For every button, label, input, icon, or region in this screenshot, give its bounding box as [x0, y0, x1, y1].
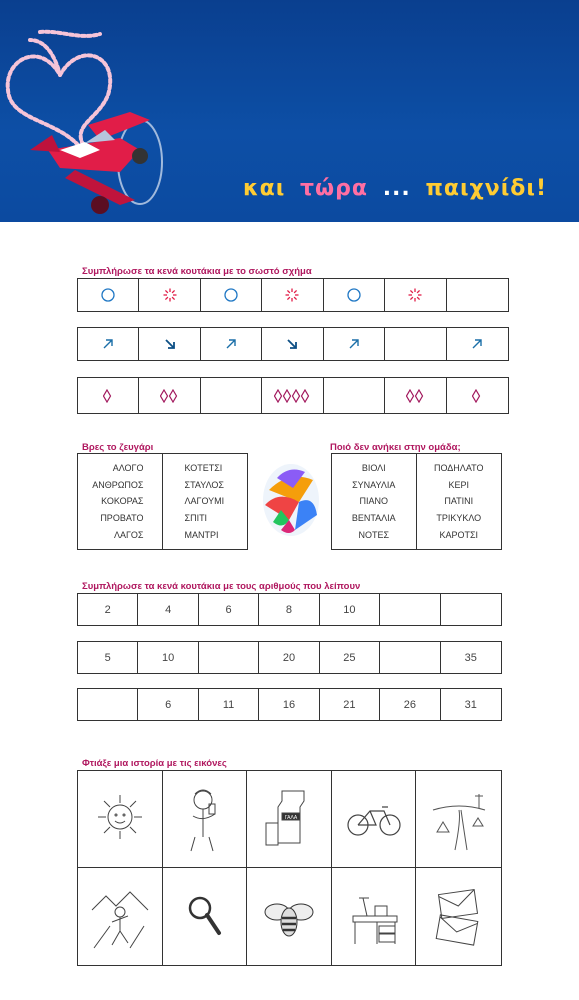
- arrow-northeast-icon: [224, 337, 238, 351]
- bee-icon: [261, 894, 317, 940]
- title-word-2: τώρα: [300, 176, 369, 201]
- shape-cell: [201, 328, 262, 360]
- title-word-3: παιχνίδι!: [425, 176, 548, 201]
- shape-cell: [262, 279, 323, 311]
- empty-number-cell[interactable]: [78, 689, 138, 720]
- story-section-title: Φτιάξε μια ιστορία με τις εικόνες: [82, 758, 227, 769]
- shape-row: [77, 327, 509, 361]
- starburst-shape-icon: [407, 287, 423, 303]
- numbers-section-title: Συμπλήρωσε τα κενά κουτάκια με τους αριθμούς που λείπουν: [82, 581, 361, 592]
- colorful-paper-globe-icon: [259, 460, 323, 540]
- story-picture: [332, 771, 417, 868]
- number-row: [77, 641, 502, 674]
- pairs-box: [77, 453, 248, 550]
- number-cell: 10: [320, 594, 380, 625]
- number-cell: 8: [259, 594, 319, 625]
- number-row: [77, 688, 502, 721]
- story-picture: [416, 868, 501, 965]
- title-dots: ...: [382, 176, 411, 201]
- story-picture: [247, 771, 332, 868]
- number-row: [77, 593, 502, 626]
- shape-cell: [78, 378, 139, 413]
- shape-cell: [78, 279, 139, 311]
- road-landscape-icon: [429, 786, 489, 852]
- odd-right-column: [417, 454, 502, 549]
- diamond-shape-icon: [274, 389, 311, 403]
- word-item: ΠΙΑΝΟ: [359, 496, 388, 507]
- story-picture: [163, 771, 248, 868]
- sun-icon: [91, 785, 149, 853]
- magnifier-icon: [184, 892, 224, 942]
- word-item: ΣΠΙΤΙ: [184, 513, 208, 524]
- number-cell: 20: [259, 642, 319, 673]
- pairs-right-column: [163, 454, 248, 549]
- number-cell: 4: [138, 594, 198, 625]
- shape-cell: [201, 279, 262, 311]
- empty-number-cell[interactable]: [199, 642, 259, 673]
- number-cell: 35: [464, 651, 477, 664]
- pairs-title: Βρες το ζευγάρι: [82, 442, 154, 453]
- diamond-shape-icon: [160, 389, 179, 403]
- story-picture: [78, 771, 163, 868]
- number-cell: 6: [138, 689, 198, 720]
- shape-row: [77, 278, 509, 312]
- arrow-northeast-icon: [101, 337, 115, 351]
- shape-cell: [139, 328, 200, 360]
- circle-shape-icon: [346, 287, 362, 303]
- shape-cell: [78, 328, 139, 360]
- shape-cell: [447, 328, 508, 360]
- word-item: ΣΤΑΥΛΟΣ: [184, 479, 224, 490]
- empty-number-cell[interactable]: [441, 594, 501, 625]
- shape-cell: [262, 378, 323, 413]
- word-item: ΤΡΙΚΥΚΛΟ: [436, 513, 482, 524]
- number-cell: 2: [78, 594, 138, 625]
- story-picture: [163, 868, 248, 965]
- story-picture: [332, 868, 417, 965]
- circle-shape-icon: [100, 287, 116, 303]
- shape-cell: [324, 328, 385, 360]
- word-item: ΑΝΘΡΩΠΟΣ: [92, 479, 144, 490]
- milk-carton-icon: [260, 783, 318, 855]
- word-item: ΠΑΤΙΝΙ: [444, 496, 474, 507]
- shape-cell: [324, 279, 385, 311]
- number-cell: 5: [78, 642, 138, 673]
- empty-shape-cell[interactable]: [447, 279, 508, 311]
- envelopes-icon: [430, 886, 488, 948]
- arrow-southeast-icon: [285, 337, 299, 351]
- empty-shape-cell[interactable]: [324, 378, 385, 413]
- header-banner: [0, 0, 579, 222]
- arrow-southeast-icon: [163, 337, 177, 351]
- word-item: ΠΟΔΗΛΑΤΟ: [433, 463, 484, 474]
- story-grid: [77, 770, 502, 966]
- word-item: ΚΑΡΟΤΣΙ: [439, 529, 479, 540]
- empty-shape-cell[interactable]: [201, 378, 262, 413]
- word-item: ΒΕΝΤΑΛΙΑ: [351, 513, 396, 524]
- number-cell: 11: [199, 689, 259, 720]
- odd-one-box: [331, 453, 502, 550]
- desk-icon: [345, 886, 403, 948]
- girl-drinking-icon: [175, 784, 233, 854]
- word-item: ΑΛΟΓΟ: [112, 463, 144, 474]
- number-cell: 6: [199, 594, 259, 625]
- empty-number-cell[interactable]: [380, 594, 440, 625]
- word-item: ΝΟΤΕΣ: [358, 529, 390, 540]
- word-item: ΒΙΟΛΙ: [361, 463, 386, 474]
- starburst-shape-icon: [162, 287, 178, 303]
- shape-cell: [139, 279, 200, 311]
- number-cell: 31: [464, 698, 477, 711]
- word-item: ΛΑΓΟΣ: [113, 529, 144, 540]
- empty-number-cell[interactable]: [380, 642, 440, 673]
- number-cell: 25: [320, 642, 380, 673]
- arrow-northeast-icon: [470, 337, 484, 351]
- word-item: ΠΡΟΒΑΤΟ: [100, 513, 144, 524]
- pairs-left-column: [78, 454, 163, 549]
- number-cell: 10: [138, 642, 198, 673]
- shape-cell: [139, 378, 200, 413]
- banner-title: [243, 176, 547, 201]
- shape-cell: [385, 279, 446, 311]
- word-item: ΣΥΝΑΥΛΙΑ: [352, 479, 396, 490]
- shape-cell: [385, 378, 446, 413]
- starburst-shape-icon: [284, 287, 300, 303]
- story-picture: [247, 868, 332, 965]
- bicycle-icon: [344, 799, 404, 839]
- diamond-shape-icon: [406, 389, 425, 403]
- word-item: ΚΟΚΟΡΑΣ: [101, 496, 144, 507]
- empty-shape-cell[interactable]: [385, 328, 446, 360]
- number-cell: 26: [380, 689, 440, 720]
- diamond-shape-icon: [103, 389, 113, 403]
- milk-label: ΓΑΛΑ: [284, 815, 298, 821]
- diamond-shape-icon: [472, 389, 482, 403]
- story-picture: [416, 771, 501, 868]
- number-cell: 16: [259, 689, 319, 720]
- circle-shape-icon: [223, 287, 239, 303]
- arrow-northeast-icon: [347, 337, 361, 351]
- odd-left-column: [332, 454, 417, 549]
- shapes-section-title: Συμπλήρωσε τα κενά κουτάκια με το σωστό σχήμα: [82, 266, 312, 277]
- shape-cell: [262, 328, 323, 360]
- odd-one-title: Ποιό δεν ανήκει στην ομάδα;: [330, 442, 461, 453]
- word-item: ΚΕΡΙ: [448, 479, 469, 490]
- shape-cell: [447, 378, 508, 413]
- mountain-hike-icon: [90, 882, 150, 952]
- word-item: ΛΑΓΟΥΜΙ: [184, 496, 225, 507]
- number-cell: 21: [320, 689, 380, 720]
- shape-row: [77, 377, 509, 414]
- word-item: ΜΑΝΤΡΙ: [184, 529, 219, 540]
- word-item: ΚΟΤΕΤΣΙ: [184, 463, 223, 474]
- story-picture: [78, 868, 163, 965]
- title-word-1: και: [243, 176, 286, 201]
